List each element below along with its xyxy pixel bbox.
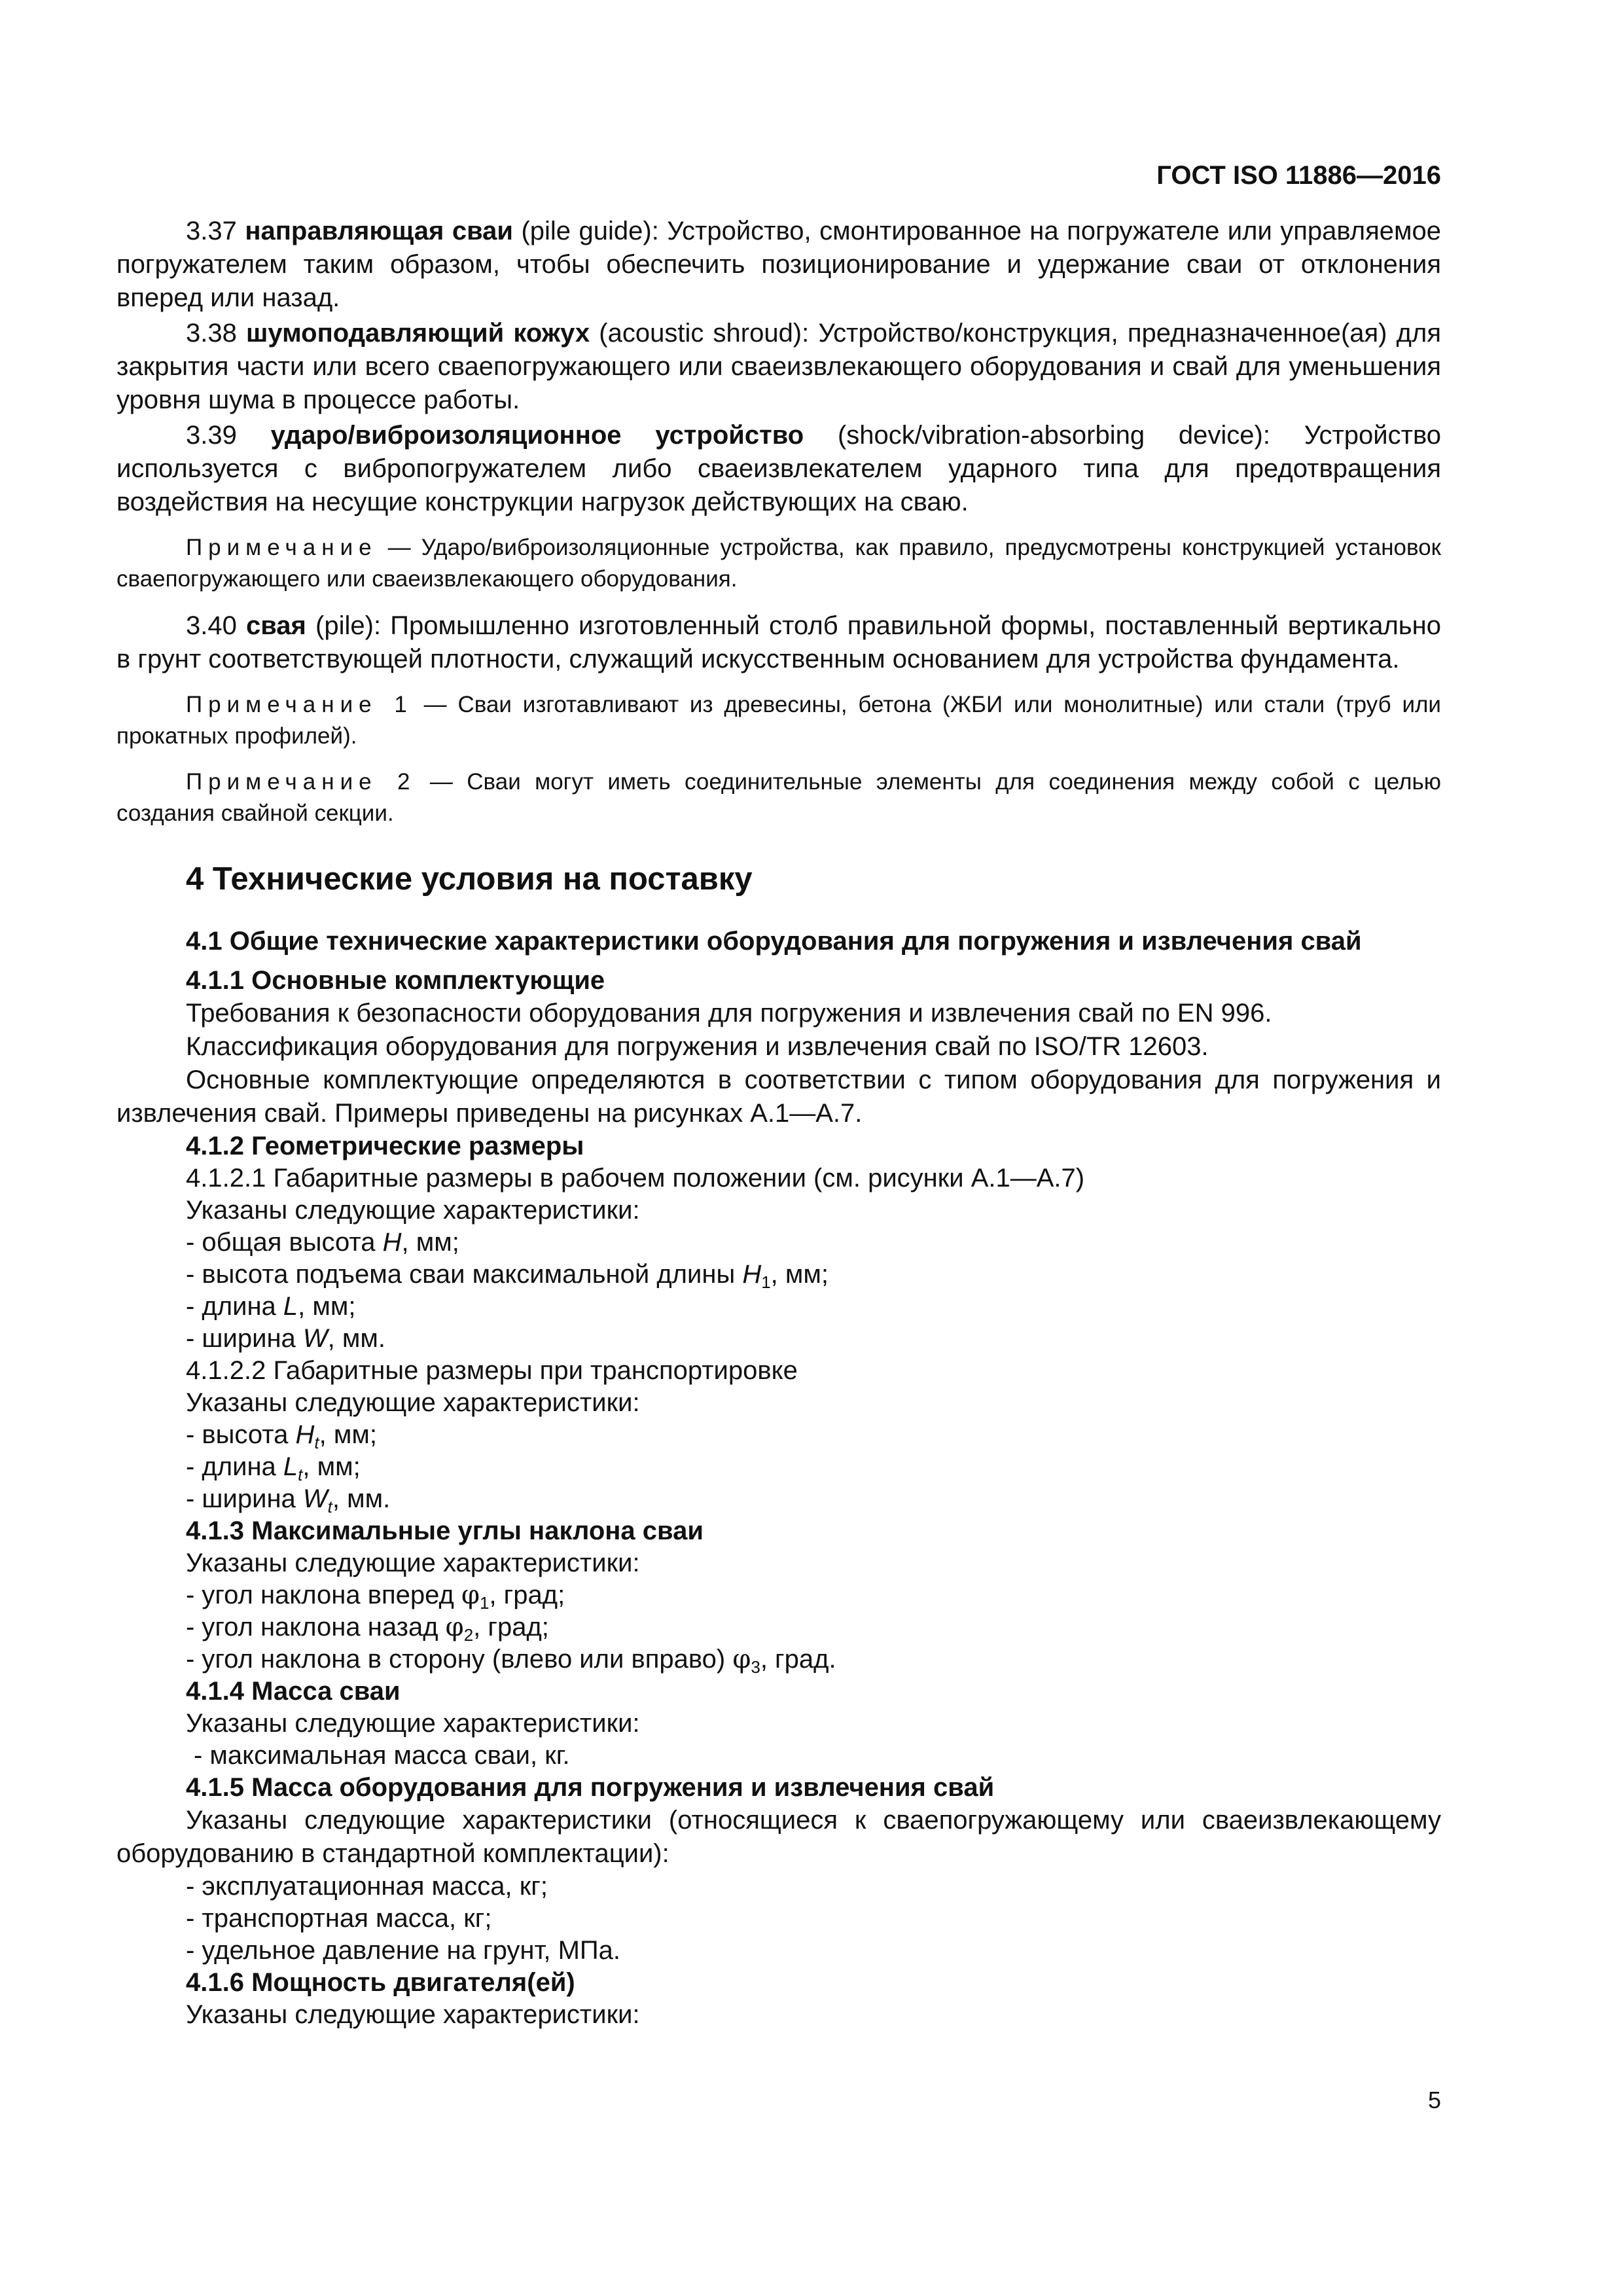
list-item: - высота подъема сваи максимальной длины $H_1$, мм; (186, 1260, 829, 1292)
list-item: - высота $H_t$, мм; (186, 1420, 377, 1452)
term-3-38: 3.38 шумоподавляющий кожух (acoustic shroud): Устройство/конструкция, предназначенное(ая) для закрытия части или всего сваепогружающего или сваеизвлекающего оборудования и свай для уменьшения уровня шума в процессе работы. (116, 319, 1441, 414)
section-4-1-6-heading: 4.1.6 Мощность двигателя(ей) (186, 1968, 575, 1997)
term-3-39: 3.39 ударо/виброизоляционное устройство (shock/vibration-absorbing device): Устройство используется с вибропогружателем либо сваеизвлекателем ударного типа для предотвращения воздействия на несущие конструкции нагрузок действующих на сваю. (116, 421, 1441, 516)
list-item: - транспортная масса, кг; (186, 1904, 492, 1933)
section-4-1-2-1-heading: 4.1.2.1 Габаритные размеры в рабочем положении (см. рисунки А.1—А.7) (186, 1164, 1085, 1193)
list-item: - угол наклона назад $\varphi_2$, град; (186, 1612, 549, 1645)
characteristics-intro: Указаны следующие характеристики: (186, 1196, 640, 1225)
characteristics-intro: Указаны следующие характеристики: (186, 2000, 640, 2029)
section-4-1-4-heading: 4.1.4 Масса сваи (186, 1677, 401, 1706)
list-item: - ширина W, мм. (186, 1324, 386, 1353)
paragraph: Классификация оборудования для погружения и извлечения свай по ISO/TR 12603. (186, 1032, 1209, 1061)
note-3-39: Примечание — Ударо/виброизоляционные устройства, как правило, предусмотрены конструкцией установок сваепогружающего или сваеизвлекающего оборудования. (116, 535, 1441, 592)
term-3-40: 3.40 свая (pile): Промышленно изготовленный столб правильной формы, поставленный вертикально в грунт соответствующей плотности, служащий искусственным основанием для устройства фундамента. (116, 611, 1441, 673)
characteristics-intro: Указаны следующие характеристики: (186, 1388, 640, 1417)
paragraph: Основные комплектующие определяются в соответствии с типом оборудования для погружения и извлечения свай. Примеры приведены на рисунках А.1—А.7. (116, 1066, 1441, 1128)
list-item: - общая высота H, мм; (186, 1228, 459, 1257)
list-item: - удельное давление на грунт, МПа. (186, 1936, 621, 1965)
term-3-37: 3.37 направляющая сваи (pile guide): Устройство, смонтированное на погружателе или управляемое погружателем таким образом, чтобы обеспечить позиционирование и удержание сваи от отклонения вперед или назад. (116, 217, 1441, 312)
page-body (116, 215, 1441, 2031)
document-header: ГОСТ ISO 11886—2016 (1156, 161, 1441, 190)
paragraph: Требования к безопасности оборудования для погружения и извлечения свай по EN 996. (186, 999, 1272, 1028)
list-item: - угол наклона вперед $\varphi_1$, град; (186, 1580, 565, 1613)
list-item: - длина $L_t$, мм; (186, 1452, 361, 1484)
characteristics-intro: Указаны следующие характеристики: (186, 1709, 640, 1738)
list-item: - угол наклона в сторону (влево или вправо) $\varphi_3$, град. (186, 1644, 836, 1677)
section-4-1-5-heading: 4.1.5 Масса оборудования для погружения и извлечения свай (186, 1773, 995, 1802)
list-item: - максимальная масса сваи, кг. (194, 1741, 570, 1770)
note-3-40-2: Примечание 2 — Сваи могут иметь соединительные элементы для соединения между собой с целью создания свайной секции. (116, 769, 1441, 826)
list-item: - ширина $W_t$, мм. (186, 1484, 391, 1516)
characteristics-intro: Указаны следующие характеристики: (186, 1549, 640, 1577)
section-4-1-heading: 4.1 Общие технические характеристики оборудования для погружения и извлечения свай (186, 927, 1362, 956)
section-4-1-2-heading: 4.1.2 Геометрические размеры (186, 1132, 584, 1160)
page-number: 5 (1427, 2087, 1441, 2113)
section-4-heading: 4 Технические условия на поставку (186, 861, 753, 897)
paragraph: Указаны следующие характеристики (относящиеся к сваепогружающему или сваеизвлекающему оборудованию в стандартной комплектации): (116, 1806, 1441, 1868)
section-4-1-3-heading: 4.1.3 Максимальные углы наклона сваи (186, 1516, 704, 1545)
list-item: - длина L, мм; (186, 1292, 356, 1321)
section-4-1-2-2-heading: 4.1.2.2 Габаритные размеры при транспортировке (186, 1356, 798, 1385)
note-3-40-1: Примечание 1 — Сваи изготавливают из древесины, бетона (ЖБИ или монолитные) или стали (труб или прокатных профилей). (116, 692, 1441, 749)
list-item: - эксплуатационная масса, кг; (186, 1872, 548, 1901)
section-4-1-1-heading: 4.1.1 Основные комплектующие (186, 966, 605, 995)
